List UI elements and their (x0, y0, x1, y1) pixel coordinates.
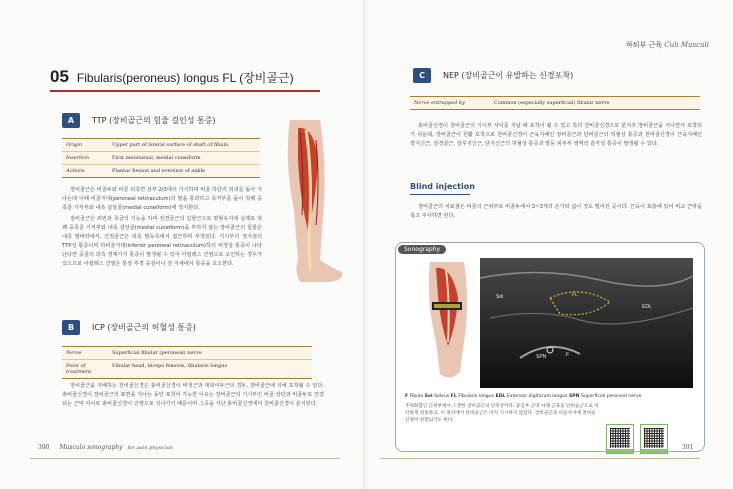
table-row: Point of treatment Fibular head, biceps femoris, fibularis longus (62, 360, 312, 379)
leg-muscle-illustration (270, 120, 346, 285)
table-row: Origin Upper part of lateral surface of shaft of fibula (62, 139, 260, 152)
chapter-number: 05 (50, 67, 69, 86)
section-c-label: NEP (장비골근이 유발하는 신경포착) (443, 71, 574, 80)
running-head-ko: 하퇴부 근육 (625, 41, 663, 49)
running-head-latin: Culi Musculi (664, 41, 709, 49)
table-b (62, 346, 312, 379)
section-a-label: TTP (장비골근의 힘줄 걸인성 통증) (92, 116, 216, 125)
book-title: Musculo sonography (59, 444, 123, 451)
folio-left (38, 444, 173, 451)
section-a-header (62, 113, 262, 128)
section-b-label: ICP (장비골근의 허혈성 통증) (92, 323, 196, 332)
blind-injection-text (410, 203, 702, 223)
bottom-rule (380, 458, 700, 459)
section-b-text (62, 382, 324, 411)
paragraph: 장비골근은 외번과 족굴의 기능을 하며 전경골근의 길항근으로 평형유지에 실제로 첫째 중족골 기저부와 내측 설상골(medial cuneiform)을 부하지 않는 장비골근의 힘줄은 내측 발바닥에서, 건정골근은 외측 발등측에서 접근하며 부착된다. 기시부의 정지점의 TTP성 통증이며 하비골지대(inferior peroneal retinaculum)하의 비정상 통증이 나타난다면 중골의 외측 경계가지 통증이 발생될 수 있어 아킬레스 건염으로 오인하는 경우가 있으므로 아킬레스 건염은 통상 후경 중심이나 전 지체에서 통증을 호소한다. (62, 216, 262, 267)
section-c-letter: C (413, 68, 431, 83)
label-edl: EDL (642, 304, 652, 310)
folio-right (682, 444, 693, 451)
table-a (62, 138, 260, 178)
qr-code-icon (610, 428, 630, 448)
chapter-rule (50, 90, 320, 92)
label-fibula: F (566, 352, 570, 358)
paragraph: 장비골근은 비골두와 비골 외측면 상부 2/3에서 기시하며 비골 하단의 외과를 돌아 지나는데 이때 비골지대(peroneal retinaculum)의 밑을 통과하고 족저부를 돌이 첫째 중족골 기저부와 내측 설상골(medial cuneiform)에 정지한다. (62, 187, 262, 211)
page-number-left: 390 (38, 444, 50, 451)
paragraph: 장비골근의 치료점은 비골의 근위부로 비골두에서 2~3개의 손가락 넓이 정도 떨어진 곳이다. 근육이 표층에 있어 비교 근막을 촉고 주사하면 된다. (410, 204, 702, 219)
sonography-caption: F Fibula Sol Soleus FL Fibularis longus EDL Extensor digitorum longus SPN Superficial peroneal nerve (405, 394, 642, 399)
qr-code-icon (644, 428, 664, 448)
paragraph: 총비골신경이 장비골근의 기시부 사이를 지날 때 포착이 될 수 있고 특히 천비골신경으로 분지후 장비골근을 지나면서 포착되기 쉬운데, 장비골근이 원활 포착으로 천비골신경이 근육지배인 장비골근과 단비골근의 허혈성 통증과 천비골신경이 근육지배인 장지신근, 전경골근, 장무지신근, 단지신근의 허혈성 통증과 발등 피부부 영역의 감각성 통증이 발생될 수 있다. (410, 123, 702, 147)
ultrasound-image (480, 258, 693, 388)
page-number-right: 391 (682, 444, 694, 451)
table-row: Actions Plantar flexion and eversion of ankle (62, 165, 260, 178)
left-page (0, 0, 366, 489)
table-row: Nerve Superficial fibular (peroneal) nerve (62, 347, 312, 360)
section-b-header (62, 320, 262, 335)
blind-injection-heading: Blind injection (410, 182, 475, 191)
section-b-letter: B (62, 320, 80, 335)
qr-code-2[interactable] (640, 424, 668, 454)
bottom-rule (30, 458, 340, 459)
sonography-note: 주위화합인 근위부에서 스캔한 장비골근의 단축상이다. 중심부 근막 아래 근육을 단비골근으로 착각하게 엉뚱하고, 이 위치에서 단비골근은 아직 기시하지 않았다. 장비골근과 비골사이에 천비골신경이 관찰되기도 한다. (405, 404, 599, 423)
paragraph: 장비골근을 지배하는 천비골신경은 총비골신경이 비정근과 대퇴이두근의 경두, 장비골근에 의해 포착될 수 있다. 총비골신경이 장비골근의 표면을 지나는 동안 포착이 가능한 이유는 장비골근의 기시부인 비골 상단과 비골두로 연결되는 근막 사이로 총비골신경이 진행으로 지나가기 때문이며 그곳을 지난 총비골신경에서 천비골신경이 분지된다. (62, 383, 324, 407)
section-c-header (413, 68, 663, 83)
section-c-text (410, 122, 702, 151)
chapter-title: Fibularis(peroneus) longus FL (장비골근) (76, 70, 294, 85)
label-soleus: Sol (496, 294, 504, 300)
running-head (626, 40, 709, 50)
label-fibularis-longus: FL (572, 292, 578, 298)
section-a-letter: A (62, 113, 80, 128)
table-row: Nerve entrapped by Common (especially superficial) fibular nerve (410, 97, 700, 110)
chapter-header (50, 65, 320, 89)
section-a-text (62, 186, 262, 271)
leg-probe-illustration (420, 262, 478, 382)
table-row: Insertion First metatarsal, medial cuneiform (62, 152, 260, 165)
book-title-tail: for pain physician (127, 445, 174, 451)
sonography-tag: Sonography (398, 245, 446, 254)
label-spn: SPN (536, 354, 547, 360)
table-c (410, 96, 700, 110)
qr-code-1[interactable] (606, 424, 634, 454)
